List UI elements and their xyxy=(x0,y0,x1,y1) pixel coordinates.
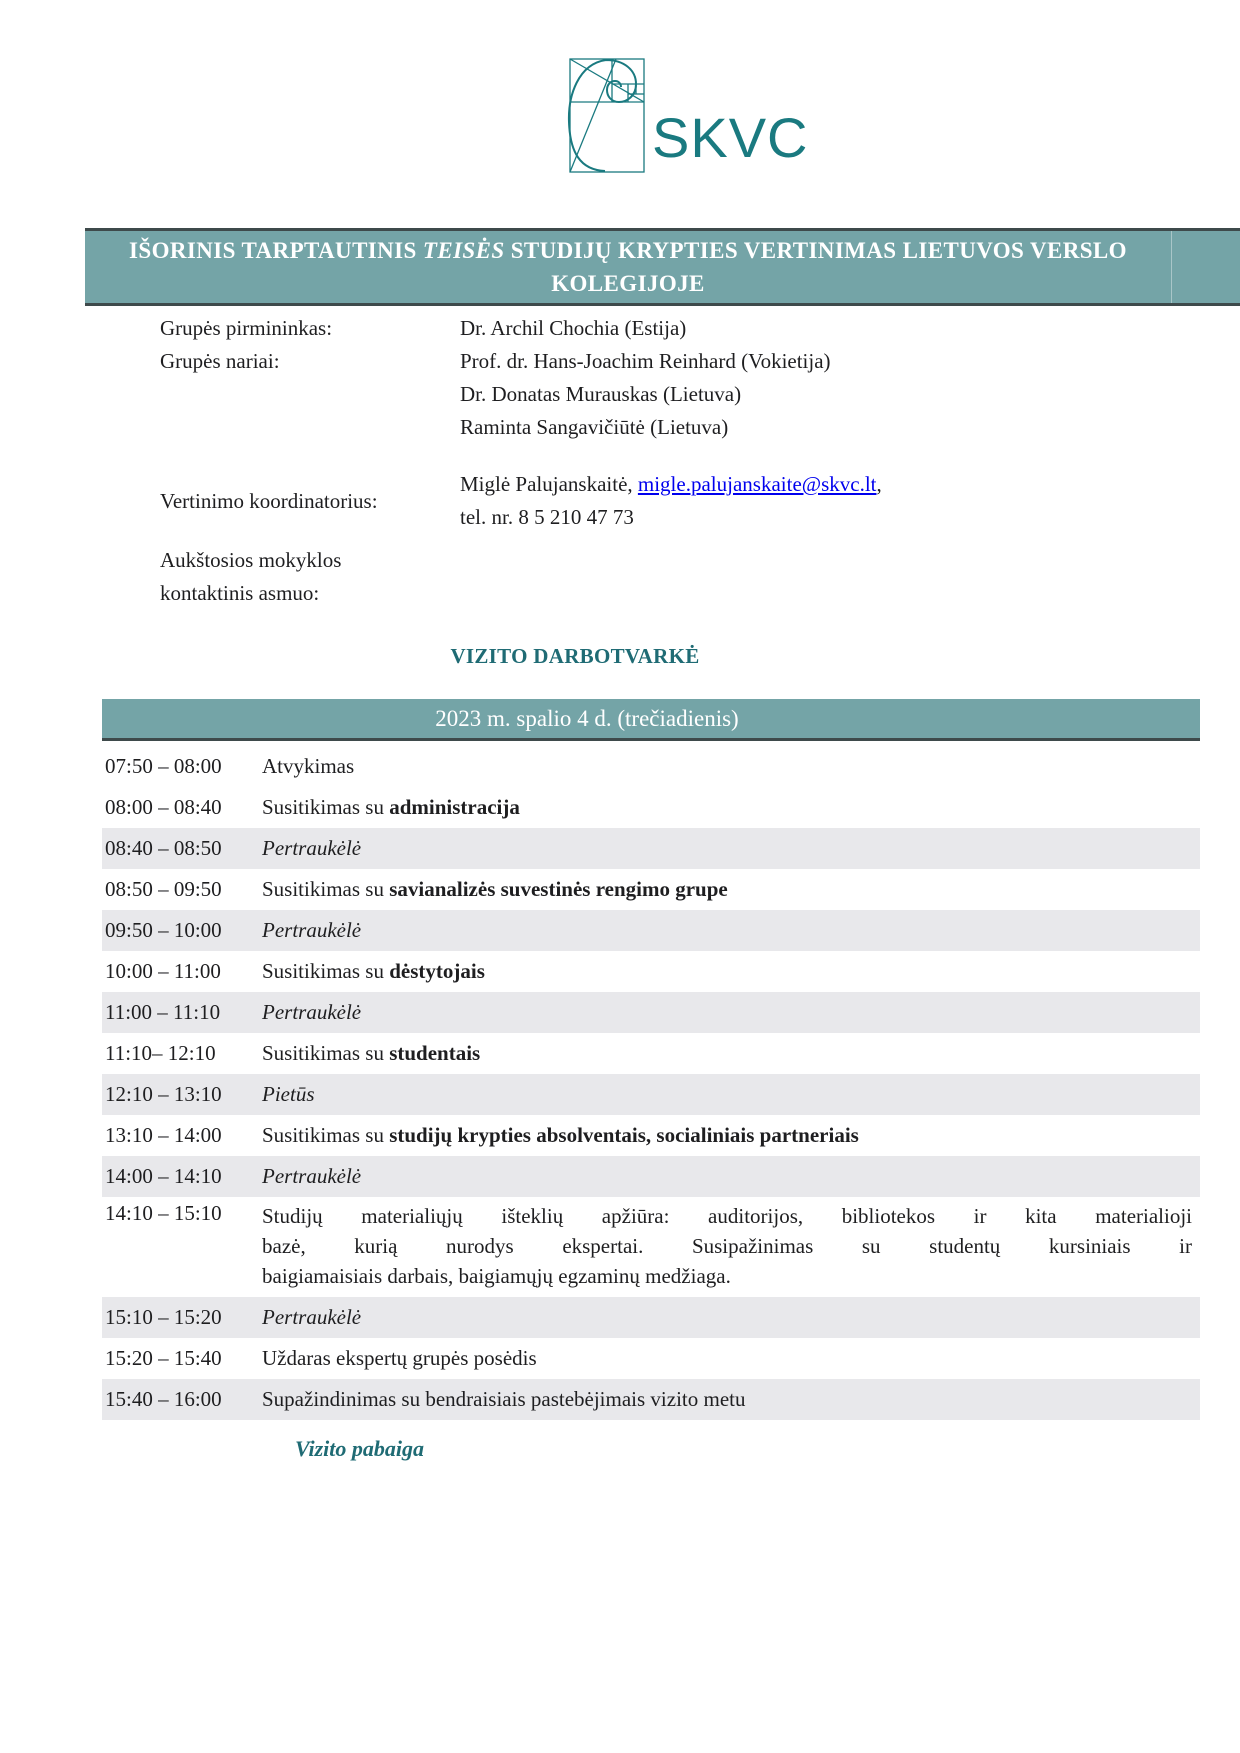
coordinator-email-link[interactable]: migle.palujanskaite@skvc.lt xyxy=(637,472,877,496)
table-row xyxy=(102,828,1200,869)
row-time: 08:50 – 09:50 xyxy=(105,877,222,901)
row-activity xyxy=(262,754,1200,779)
members-row xyxy=(160,345,1060,444)
chair-label: Grupės pirmininkas: xyxy=(160,316,333,340)
row-activity xyxy=(262,1123,1200,1148)
row-activity xyxy=(262,1041,1200,1066)
title-line-2: KOLEGIJOJE xyxy=(551,271,705,296)
activity-bold-text: dėstytojais xyxy=(389,959,485,983)
title-italic-text: TEISĖS xyxy=(422,238,505,263)
date-header: 2023 m. spalio 4 d. (trečiadienis) xyxy=(102,699,1200,741)
coordinator-line-1 xyxy=(460,468,882,501)
activity-text: Pertraukėlė xyxy=(262,1000,362,1024)
title-banner-cell xyxy=(85,231,1172,303)
activity-line: bazė, kurią nurodys ekspertai. Susipažinimas su studentų kursiniais ir xyxy=(262,1234,1192,1258)
activity-bold-text: administracija xyxy=(389,795,520,819)
row-activity xyxy=(262,836,1200,861)
coordinator-comma: , xyxy=(876,472,882,496)
title-banner xyxy=(85,228,1240,306)
row-time: 11:00 – 11:10 xyxy=(105,1000,221,1024)
activity-text: Pertraukėlė xyxy=(262,1305,362,1329)
agenda-heading: VIZITO DARBOTVARKĖ xyxy=(450,644,700,668)
activity-text: Susitikimas su xyxy=(262,1123,390,1147)
activity-text: Uždaras ekspertų grupės posėdis xyxy=(262,1346,537,1370)
table-row xyxy=(102,869,1200,910)
contact-person-label: Aukštosios mokyklos kontaktinis asmuo: xyxy=(160,548,342,605)
row-time: 10:00 – 11:00 xyxy=(105,959,221,983)
members-list xyxy=(460,345,831,444)
row-time: 11:10– 12:10 xyxy=(105,1041,216,1065)
row-activity xyxy=(262,1000,1200,1025)
activity-text: Pertraukėlė xyxy=(262,918,362,942)
activity-text: Pietūs xyxy=(262,1082,315,1106)
chair-row xyxy=(160,312,1060,345)
row-time: 15:20 – 15:40 xyxy=(105,1346,222,1370)
row-activity xyxy=(262,795,1200,820)
logo-text: SKVC xyxy=(652,106,809,169)
row-activity xyxy=(262,918,1200,943)
title-line-1 xyxy=(85,234,1171,267)
member-name: Dr. Donatas Murauskas (Lietuva) xyxy=(460,382,742,406)
title-text: STUDIJŲ KRYPTIES VERTINIMAS LIETUVOS VERSLO xyxy=(504,238,1127,263)
activity-text: Supažindinimas su bendraisiais pastebėjimais vizito metu xyxy=(262,1387,746,1411)
activity-bold-text: savianalizės suvestinės rengimo grupe xyxy=(389,877,728,901)
table-row xyxy=(102,746,1200,787)
table-row xyxy=(102,1115,1200,1156)
coordinator-phone: tel. nr. 8 5 210 47 73 xyxy=(460,505,634,529)
row-time: 08:40 – 08:50 xyxy=(105,836,222,860)
coordinator-name: Miglė Palujanskaitė, xyxy=(460,472,638,496)
table-row xyxy=(102,1338,1200,1379)
row-time: 13:10 – 14:00 xyxy=(105,1123,222,1147)
activity-text: Susitikimas su xyxy=(262,795,390,819)
table-row xyxy=(102,787,1200,828)
member-name: Prof. dr. Hans-Joachim Reinhard (Vokietija) xyxy=(460,349,831,373)
coordinator-value xyxy=(460,468,882,534)
table-row xyxy=(102,910,1200,951)
info-block xyxy=(160,312,1060,610)
row-activity xyxy=(262,1346,1200,1371)
activity-bold-text: studentais xyxy=(389,1041,481,1065)
skvc-logo xyxy=(528,56,818,176)
activity-line: baigiamaisiais darbais, baigiamųjų egzaminų medžiaga. xyxy=(262,1264,731,1288)
table-row xyxy=(102,1074,1200,1115)
row-time: 07:50 – 08:00 xyxy=(105,754,222,778)
row-activity xyxy=(262,1387,1200,1412)
activity-text: Susitikimas su xyxy=(262,959,390,983)
activity-text: Susitikimas su xyxy=(262,1041,390,1065)
coordinator-row xyxy=(160,468,1060,534)
table-row xyxy=(102,1297,1200,1338)
table-row xyxy=(102,1197,1200,1297)
row-activity xyxy=(262,1305,1200,1330)
visit-end-note: Vizito pabaiga xyxy=(295,1436,424,1461)
table-row xyxy=(102,1156,1200,1197)
golden-spiral-icon xyxy=(528,56,818,176)
row-time: 08:00 – 08:40 xyxy=(105,795,222,819)
row-time: 15:40 – 16:00 xyxy=(105,1387,222,1411)
chair-value: Dr. Archil Chochia (Estija) xyxy=(460,316,687,340)
activity-text: Pertraukėlė xyxy=(262,1164,362,1188)
table-row xyxy=(102,1379,1200,1420)
row-activity xyxy=(262,877,1200,902)
schedule-table xyxy=(102,746,1200,1420)
table-row xyxy=(102,951,1200,992)
activity-text: Susitikimas su xyxy=(262,877,390,901)
title-text: IŠORINIS TARPTAUTINIS xyxy=(129,238,423,263)
contact-person-row xyxy=(160,544,1060,610)
row-activity xyxy=(262,959,1200,984)
activity-text: Pertraukėlė xyxy=(262,836,362,860)
activity-text: Atvykimas xyxy=(262,754,355,778)
table-row xyxy=(102,1033,1200,1074)
activity-bold-text: studijų krypties absolventais, socialiniais partneriais xyxy=(389,1123,859,1147)
members-label: Grupės nariai: xyxy=(160,349,280,373)
activity-line: Studijų materialiųjų išteklių apžiūra: auditorijos, bibliotekos ir kita materialioji xyxy=(262,1204,1192,1228)
row-time: 12:10 – 13:10 xyxy=(105,1082,222,1106)
member-name: Raminta Sangavičiūtė (Lietuva) xyxy=(460,415,729,439)
row-activity xyxy=(262,1082,1200,1107)
row-time: 14:00 – 14:10 xyxy=(105,1164,222,1188)
coordinator-label: Vertinimo koordinatorius: xyxy=(160,488,378,513)
row-activity xyxy=(262,1201,1200,1291)
row-time: 14:10 – 15:10 xyxy=(105,1201,222,1225)
row-time: 09:50 – 10:00 xyxy=(105,918,222,942)
row-time: 15:10 – 15:20 xyxy=(105,1305,222,1329)
table-row xyxy=(102,992,1200,1033)
row-activity xyxy=(262,1164,1200,1189)
